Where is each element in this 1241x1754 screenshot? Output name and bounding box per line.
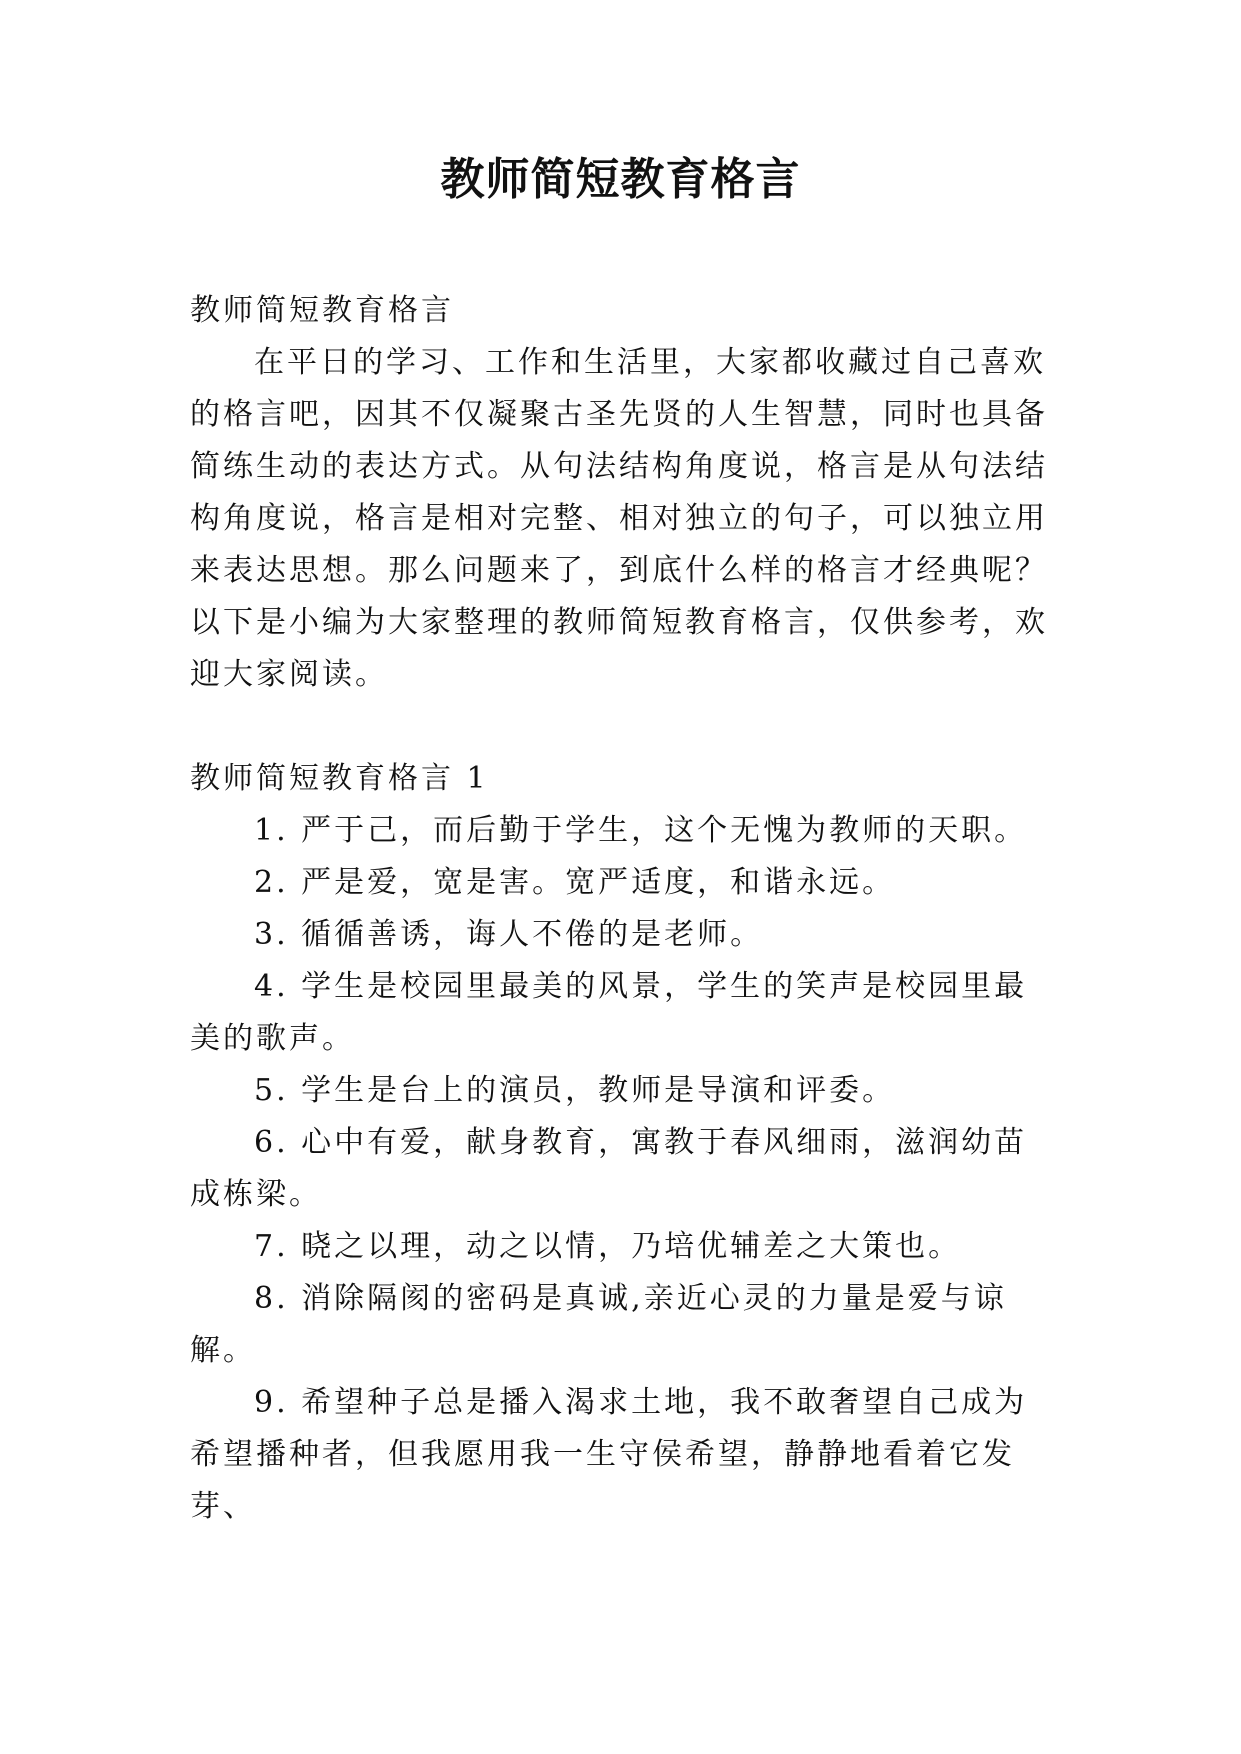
- list-item: 9. 希望种子总是播入渴求土地，我不敢奢望自己成为希望播种者，但我愿用我一生守侯希望，静静地看着它发芽、: [190, 1385, 1028, 1524]
- list-item: 6. 心中有爱，献身教育，寓教于春风细雨，滋润幼苗成栋梁。: [190, 1125, 1028, 1212]
- intro-heading: 教师简短教育格言: [190, 293, 454, 328]
- intro-paragraph: 在平日的学习、工作和生活里，大家都收藏过自己喜欢的格言吧，因其不仅凝聚古圣先贤的人生智慧，同时也具备简练生动的表达方式。从句法结构角度说，格言是从句法结构角度说，格言是相对完整、相对独立的句子，可以独立用来表达思想。那么问题来了，到底什么样的格言才经典呢？以下是小编为大家整理的教师简短教育格言，仅供参考，欢迎大家阅读。: [190, 345, 1048, 692]
- document-title: 教师简短教育格言: [440, 154, 801, 205]
- list-item: 1. 严于己，而后勤于学生，这个无愧为教师的天职。: [254, 813, 1028, 848]
- list-item: 4. 学生是校园里最美的风景，学生的笑声是校园里最美的歌声。: [190, 969, 1028, 1056]
- list-item: 7. 晓之以理，动之以情，乃培优辅差之大策也。: [254, 1229, 962, 1264]
- list-item: 8. 消除隔阂的密码是真诚,亲近心灵的力量是爱与谅解。: [190, 1281, 1007, 1368]
- list-item: 2. 严是爱，宽是害。宽严适度，和谐永远。: [254, 865, 896, 900]
- list-item: 5. 学生是台上的演员，教师是导演和评委。: [254, 1073, 896, 1108]
- document-body: [190, 285, 1052, 1533]
- list-item: 3. 循循善诱，诲人不倦的是老师。: [254, 917, 764, 952]
- section-heading: 教师简短教育格言 1: [190, 761, 489, 796]
- paragraph-spacer: [190, 701, 1052, 753]
